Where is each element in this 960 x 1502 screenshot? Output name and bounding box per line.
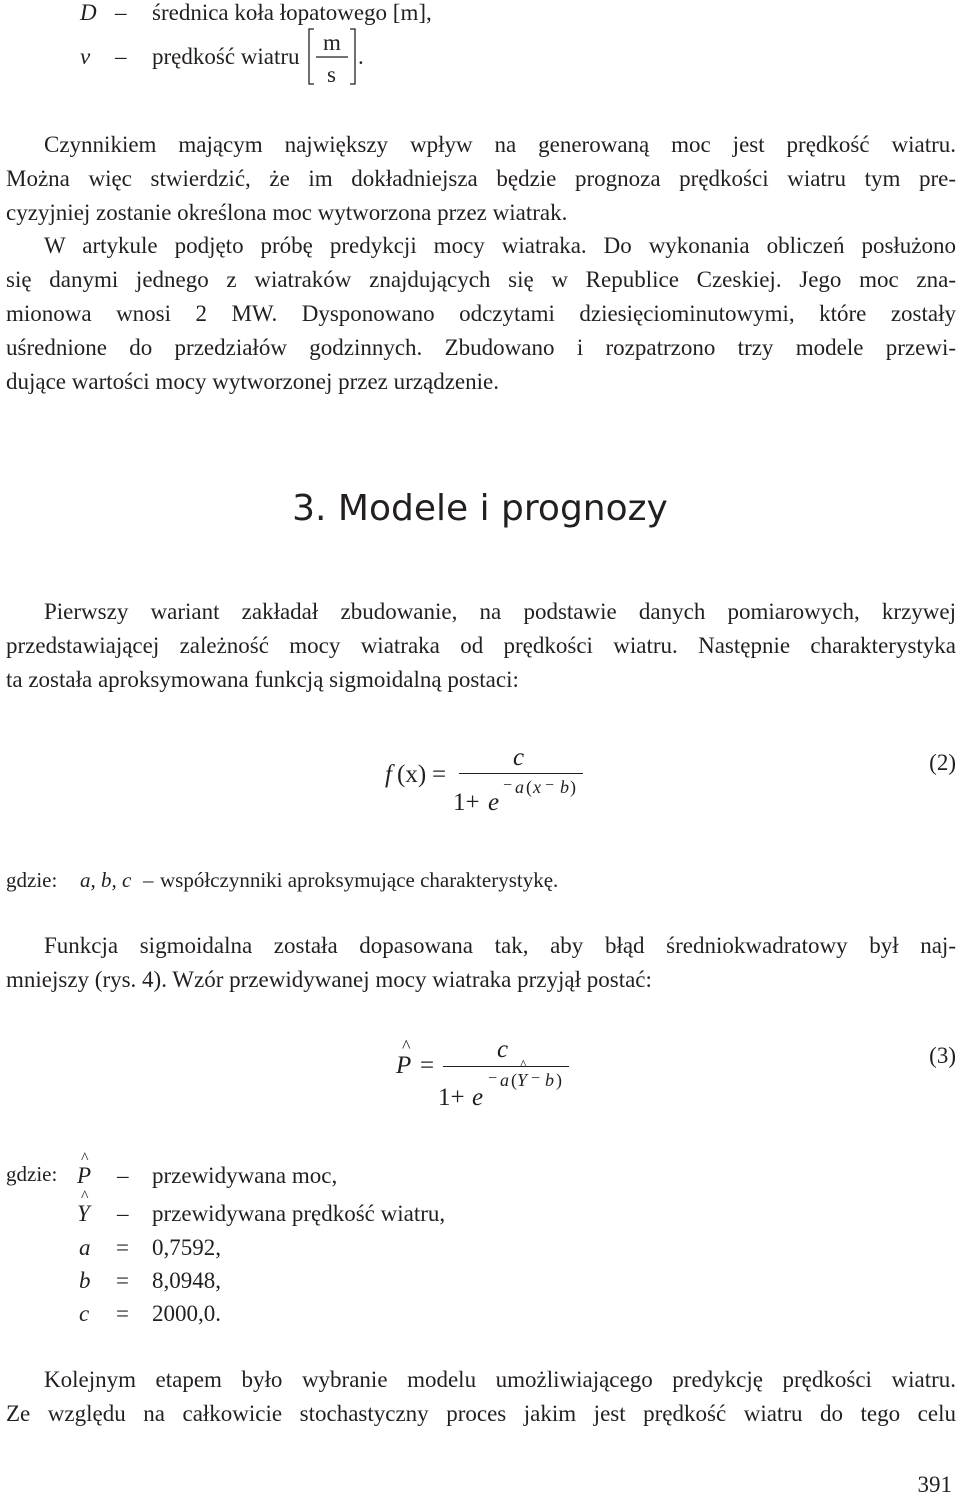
where-symbol-P: P (77, 1163, 92, 1188)
where-value: 8,0948, (152, 1268, 221, 1293)
paragraph-1 (6, 128, 956, 230)
eq2-exp-paren-open: ( (526, 777, 532, 797)
def-symbol-v: v (80, 44, 91, 69)
eq3-numerator: c (497, 1036, 509, 1063)
text-line: uśrednione do przedziałów godzinnych. Zbudowano i rozpatrzono trzy modele przewi- (6, 335, 956, 360)
text-line: się danymi jednego z wiatraków znajdujących się w Republice Czeskiej. Jego moc zna- (6, 267, 956, 292)
text-line: mniejszy (rys. 4). Wzór przewidywanej mocy wiatraka przyjął postać: (6, 967, 652, 992)
text-line: Kolejnym etapem było wybranie modelu umożliwiającego predykcję prędkości wiatru. (44, 1367, 956, 1392)
text-line: ta została aproksymowana funkcją sigmoidalną postaci: (6, 667, 519, 692)
paragraph-5 (6, 1363, 956, 1431)
text-line: przedstawiającej zależność mocy wiatraka od prędkości wiatru. Następnie charakterystyka (6, 633, 956, 658)
eq3-exp-a: a (500, 1070, 509, 1090)
text-line: Pierwszy wariant zakładał zbudowanie, na podstawie danych pomiarowych, krzywej (44, 599, 956, 624)
where-hat: ^ (81, 1150, 89, 1167)
eq2-fraction-bar (459, 773, 583, 774)
eq3-den-one: 1+ (438, 1084, 465, 1111)
page-number: 391 (917, 1472, 952, 1497)
eq3-exp-b: b (545, 1070, 554, 1090)
equation-number-3: (3) (929, 1043, 956, 1068)
eq3-equals: = (420, 1052, 435, 1079)
eq3-exp-minus2: − (531, 1070, 541, 1087)
unit-denominator: s (327, 62, 336, 87)
eq2-exp-a: a (515, 777, 524, 797)
def-symbol-D: D (80, 0, 97, 25)
where-symbol-Y: Y (77, 1201, 90, 1226)
text-line: Funkcja sigmoidalna została dopasowana tak, aby błąd średniokwadratowy był naj- (44, 933, 956, 958)
eq3-exp-y: Y (517, 1070, 528, 1090)
eq3-exp-paren-close: ) (556, 1070, 562, 1090)
text-line: mionowa wnosi 2 MW. Dysponowano odczytami dziesięciominutowymi, które zostały (6, 301, 956, 326)
where-sep: – (117, 1201, 129, 1226)
where-value: przewidywana moc, (152, 1163, 338, 1188)
where-sep: = (116, 1301, 129, 1326)
eq3-lhs: P (396, 1052, 412, 1079)
eq2-exp-minus: − (503, 777, 513, 794)
eq2-exp-minus2: − (545, 777, 555, 794)
unit-tail: . (358, 44, 364, 69)
equation-number-2: (2) (929, 750, 956, 775)
where-desc: współczynniki aproksymujące charakterystykę. (160, 868, 559, 892)
where-label: gdzie: (6, 1162, 58, 1186)
eq3-hat: ^ (402, 1036, 411, 1056)
text-line: Czynnikiem mającym największy wpływ na generowaną moc jest prędkość wiatru. (44, 132, 956, 157)
section-heading: 3. Modele i prognozy (292, 488, 668, 529)
text-line: W artykule podjęto próbę predykcji mocy wiatraka. Do wykonania obliczeń posłużono (44, 233, 956, 258)
eq2-equals: = (432, 761, 447, 788)
where-sep: – (117, 1163, 129, 1188)
eq2-arg: (x) (397, 761, 427, 788)
where-hat: ^ (81, 1188, 89, 1205)
unit-numerator: m (323, 30, 341, 55)
where-symbol-b: b (79, 1268, 91, 1293)
eq2-exp-b: b (560, 777, 569, 797)
def-desc-v: prędkość wiatru (152, 44, 300, 69)
def-sep: – (115, 0, 127, 25)
paragraph-2 (6, 229, 956, 399)
where-symbol-a: a (79, 1235, 91, 1260)
text-line: Ze względu na całkowicie stochastyczny proces jakim jest prędkość wiatru do tego celu (6, 1401, 956, 1426)
def-sep: – (115, 44, 127, 69)
where-value: przewidywana prędkość wiatru, (152, 1201, 446, 1226)
where-value: 2000,0. (152, 1301, 221, 1326)
where-sep: = (116, 1268, 129, 1293)
text-line: dujące wartości mocy wytworzonej przez urządzenie. (6, 369, 499, 394)
eq3-den-e: e (472, 1084, 484, 1111)
eq2-den-one: 1+ (453, 789, 480, 816)
eq2-den-e: e (488, 789, 500, 816)
eq3-fraction-bar (443, 1066, 569, 1067)
paragraph-3 (6, 595, 956, 697)
eq3-exp-hat: ^ (520, 1058, 527, 1073)
where-value: 0,7592, (152, 1235, 221, 1260)
eq2-exp-paren-close: ) (570, 777, 576, 797)
where-sep: = (116, 1235, 129, 1260)
where-dash: – (143, 868, 154, 892)
where-symbol-c: c (79, 1301, 90, 1326)
eq2-f: f (385, 761, 392, 788)
text-line: Można więc stwierdzić, że im dokładniejsza będzie prognoza prędkości wiatru tym pre- (6, 166, 956, 191)
eq2-numerator: c (513, 744, 525, 771)
eq3-exp-minus: − (488, 1070, 498, 1087)
paragraph-4 (6, 929, 956, 997)
eq2-exp-x: x (533, 777, 541, 797)
where-vars: a, b, c (80, 868, 132, 892)
def-desc-D: średnica koła łopatowego [m], (152, 0, 432, 25)
eq3-exp-paren-open: ( (511, 1070, 517, 1090)
where-label: gdzie: (6, 868, 58, 892)
text-line: cyzyjniej zostanie określona moc wytworzona przez wiatrak. (6, 200, 568, 225)
